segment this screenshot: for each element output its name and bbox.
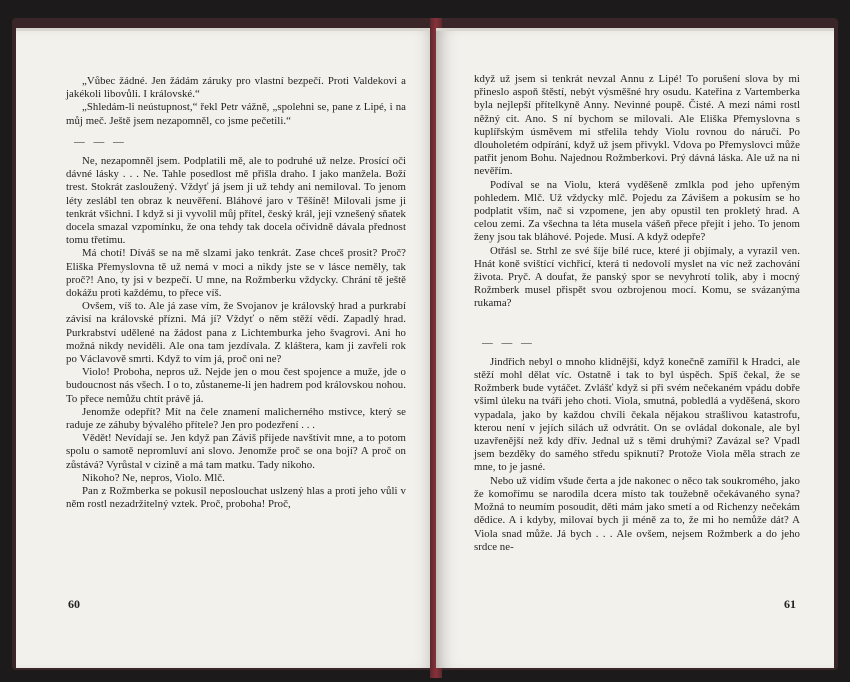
paragraph: Podíval se na Violu, která vyděšeně zmlkla pod jeho upřeným pohledem. Mlč. Už vždycky mlč. Pojedu za Závišem a pokusím se ho podplatit vším, nač si vzpomene, jen aby opustil ten prokletý hrad. A celou zemi. Za všechna ta léta muselа vášeň přece přejít i jeho. To jenom ženy jsou tak bláhové. Pojede. Musí. A když odepře? (474, 178, 800, 244)
paragraph: Pan z Rožmberka se pokusil neposlouchat uslzený hlas a proti jeho vůli v něm rostl nezadržitelný vztek. Proč, proboha! Proč, (66, 485, 406, 511)
page-number: 60 (68, 597, 80, 611)
section-divider: — — — (482, 336, 535, 349)
paragraph: Jindřich nebyl o mnoho klidnější, když konečně zamířil k Hradci, ale stěží mohl dělat víc. Ostatně i tak to byl úspěch. Spíš čekal, že se Rožmberk bude vytáčet. Zvlášť když si při svém nečekaném vpádu dobře všiml úleku na tváři jeho choti. Viola, smutná, pobledlá a vyděšená, skoro vypadala, jako by každou chvíli čekala nějakou strašlivou katastrofu, kterou není v jejích silách už odvrátit. On se ovládal dokonale, ale byl uzavřenější než kdy dřív. Jednal už s těmi druhými? Zavázal se? Vpadl jsem bezděky do samého středu spiknutí? Protože Viola měla strach ze mne, to je jasné. (474, 355, 800, 474)
right-page-text (474, 73, 800, 554)
paragraph: „Vůbec žádné. Jen žádám záruky pro vlastní bezpečí. Proti Valdekovi a jakékoli libovůli. I královské.“ (66, 75, 406, 101)
left-page-text (66, 75, 406, 512)
paragraph: když už jsem si tenkrát nevzal Annu z Lipé! To porušení slova by mi přineslo aspoň štěstí, nebýt výsměšné hry osudu. Kateřina z Vartemberka byla nejlepší přítelkyně Anny. Nevinné poupě. Čisté. A mezi námi rostl něžný cit. Ano. S ní bychom se milovali. Ale Eliška Přemyslovna s kuplířským úsměvem mi střelila tehdy Violu rovnou do náručí. Po dlouholetém odpírání, když už jsem přivykl. Vdova po Přemyslovci může patřit jenom Bohu. Najednou Rožmberkovi. Prý dávná láska. Ale už na ni nevěřím. (474, 73, 800, 178)
section-gap (474, 311, 800, 329)
paragraph: Violo! Proboha, nepros už. Nejde jen o mou čest spojence a muže, jde o budoucnost nás všech. I o to, zůstaneme-li jen hadrem pod královskou nohou. To přece nemůžu chtít právě já. (66, 366, 406, 405)
paragraph: Má chotí! Díváš se na mě slzami jako tenkrát. Zase chceš prosit? Proč? Eliška Přemyslovna tě už nemá v moci a nikdy jste se v lásce neměly, tak proč?! Ano, ty jsi v bezpečí. U mne, na Rožmberku vždycky. Chrání tě ještě dokážu proti každému, to přece víš. (66, 247, 406, 300)
paragraph: Jenomže odepřít? Mít na čele znamení malicherného mstivce, který se raduje ze záhuby bývalého přítele? Jen pro podezření . . . (66, 405, 406, 432)
paragraph: Nebo už vidím všude čerta a jde nakonec o něco tak soukromého, jako že komořímu se narodila dcera místo tak toužebně očekávaného syna? Možná to neumím posoudit, děti mám jako smetí a od Richenzy nečekám dědice. A i kdyby, milovaí bych ji méně za to, že mi ho nemůže dát? A Viola snad může. Já bych . . . Ale ovšem, nejsem Rožmberk a do jeho srdce ne- (474, 474, 800, 553)
right-page (436, 28, 834, 668)
paragraph: Ovšem, víš to. Ale já zase vím, že Svojanov je královský hrad a purkrabí závisí na královské přízni. Má jí? Vždyť o něm stěží vědí. Zapadlý hrad. Purkrabství udělené na žádost pana z Lichtemburka jeho švagrovi. Ani ho možná nikdy neviděli. Ale ona tam jezdívala. Z kláštera, kam ji zavřeli rok po Václavově smrti. Když to vím já, proč oni ne? (66, 300, 406, 366)
paragraph: Ne, nezapomněl jsem. Podplatili mě, ale to podruhé už nelze. Prosící oči dávné lásky . . . Ne. Tahle posedlost mě přišla draho. I jako manžela. Boží trest. Stokrát zasloužený. Vždyť já jsem ji už tehdy ani nemiloval. To jenom léty zeslábl ten obraz k neuvěření. Bláhové jaro v Těšíně! Milovali jsme ji tenkrát všichni. I když si ji vyvolil můj přítel, český král, její vznešený sňatek docela smazal vzpomínku, že ona tehdy tak docela očividně dávala přednost tomu třetímu. (66, 155, 406, 247)
paragraph: Otřásl se. Strhl ze své šíje bílé ruce, které ji objímaly, a vyrazil ven. Hnát koně svištící vichřicí, která ti nedovolí myslet na víc než zachování života. Pryč. A doufat, že panský spor se nevyhrotí tolik, aby i mocný Rožmberk musel přispět svou ozbrojenou mocí. Komu, se svázanýma rukama? (474, 244, 800, 310)
section-divider: — — — (74, 135, 127, 148)
paragraph: Vědět! Nevídají se. Jen když pan Záviš přijede navštívit mne, a to potom spolu o samotě nepromluví ani slovo. Jenomže proč se ona bojí? A proč on zůstává? Vyrůstal v cizině a má tam matku. Tady nikoho. (66, 432, 406, 471)
page-number: 61 (784, 597, 796, 611)
left-page (16, 28, 436, 668)
paragraph: „Shledám-li neústupnost,“ řekl Petr vážně, „spolehni se, pane z Lipé, i na můj meč. Ještě jsem nezapomněl, co jsme pečetili.“ (66, 101, 406, 127)
paragraph: Nikoho? Ne, nepros, Violo. Mlč. (82, 471, 225, 484)
